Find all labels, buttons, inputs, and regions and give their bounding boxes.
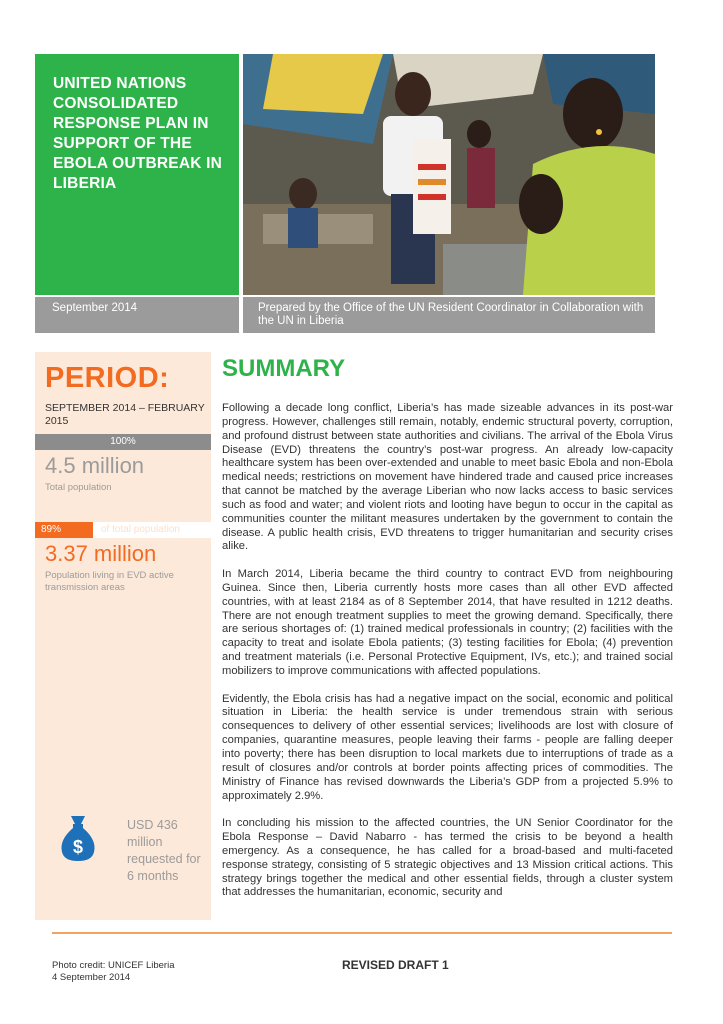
total-population-label: Total population <box>45 482 112 493</box>
photo-credit-source: Photo credit: UNICEF Liberia <box>52 960 175 971</box>
summary-paragraph: Following a decade long conflict, Liberia’s has made sizeable advances in its post-war progress. However, challenges still remain, notably, endemic structural poverty, corruption, and profound distrust between state authorities and civilians. The arrival of the Ebola Virus Disease (EVD) threatens the country’s post-war progress. An already low-capacity healthcare system has been over-extended and unable to meet basic Ebola and non-Ebola medical needs; restrictions on movement have hindered trade and caused price increases that cannot be matched by the average Liberian who now lacks access to basic services such as food and water; and violent riots and looting have begun to occur in the capital as communities counter the militant measures undertaken by the government to contain the disease. A public health crisis, EVD threatens to trigger humanitarian and security crises alike. <box>222 402 673 553</box>
period-heading: PERIOD: <box>45 362 170 394</box>
funding-requested: USD 436 million requested for 6 months <box>127 818 201 883</box>
title-banner <box>35 54 239 295</box>
svg-text:$: $ <box>72 837 84 857</box>
prepared-by-text: Prepared by the Office of the UN Resident Coordinator in Collaboration with the UN in Liberia <box>258 302 644 327</box>
money-bag-icon <box>59 814 97 862</box>
period-dates: SEPTEMBER 2014 – FEBRUARY 2015 <box>45 402 205 427</box>
total-population-bar: 100% <box>35 434 211 450</box>
summary-paragraph: In March 2014, Liberia became the third country to contract EVD from neighbouring Guinea. Since then, Liberia currently hosts more cases than all other EVD affected countries, with at least 2184 as of 8 September 2014, that have resulted in 1212 deaths. There are not enough treatment supplies to meet the growing demand. Specifically, there are serious shortages of: (1) trained medical professionals in country; (2) facilities with the capacity to treat and isolate Ebola patients; (3) testing facilities for Ebola; (4) prevention and treatment materials (i.e. Personal Protective Equipment, IVs, etc.); and trained social mobilizers to improve communications with affected populations. <box>222 568 673 677</box>
affected-population-pct: 89% <box>41 524 62 535</box>
summary-heading: SUMMARY <box>222 355 346 382</box>
affected-population-bar <box>35 522 211 538</box>
date-bar <box>35 297 239 333</box>
affected-population-value: 3.37 million <box>45 541 157 566</box>
affected-population-bar-label: of total population <box>101 524 180 535</box>
document-title: UNITED NATIONS CONSOLIDATED RESPONSE PLAN IN SUPPORT OF THE EBOLA OUTBREAK IN LIBERIA <box>53 75 223 192</box>
market-scene-illustration <box>243 54 655 295</box>
key-figures-sidebar <box>35 352 211 920</box>
total-population-value: 4.5 million <box>45 453 145 478</box>
draft-label: REVISED DRAFT 1 <box>342 958 449 972</box>
footer-divider <box>52 932 672 934</box>
summary-paragraph: In concluding his mission to the affected countries, the UN Senior Coordinator for the Ebola Response – David Nabarro - has termed the crisis to be beyond a health emergency. As a consequence, he has called for a broad-based and multi-faceted response strategy, consisting of 5 strategic objectives and 13 Mission critical actions. This strategy brings together the medical and other essential fields, through a cluster system that addresses the humanitarian, economic, security and <box>222 817 673 899</box>
summary-paragraph: Evidently, the Ebola crisis has had a negative impact on the social, economic and political situation in Liberia: the health service is under tremendous strain with serious consequences to delivery of other essential services; livelihoods are lost with closure of companies, quarantine measures, people leaving their farms - people are falling deeper into poverty; there has been disruption to local markets due to interruptions of trade as a result of closures and/or controls at border points affecting prices of commodities. The Ministry of Finance has revised downwards the Liberia’s GDP from a projected 5.9% to approximately 2.9%. <box>222 692 673 802</box>
photo-credit-date: 4 September 2014 <box>52 972 131 983</box>
summary-body <box>222 402 673 914</box>
publication-date: September 2014 <box>52 302 138 314</box>
prepared-by-bar <box>243 297 655 333</box>
cover-photo <box>243 54 655 295</box>
photo-credit <box>52 960 175 984</box>
affected-population-label: Population living in EVD active transmission areas <box>45 570 174 593</box>
